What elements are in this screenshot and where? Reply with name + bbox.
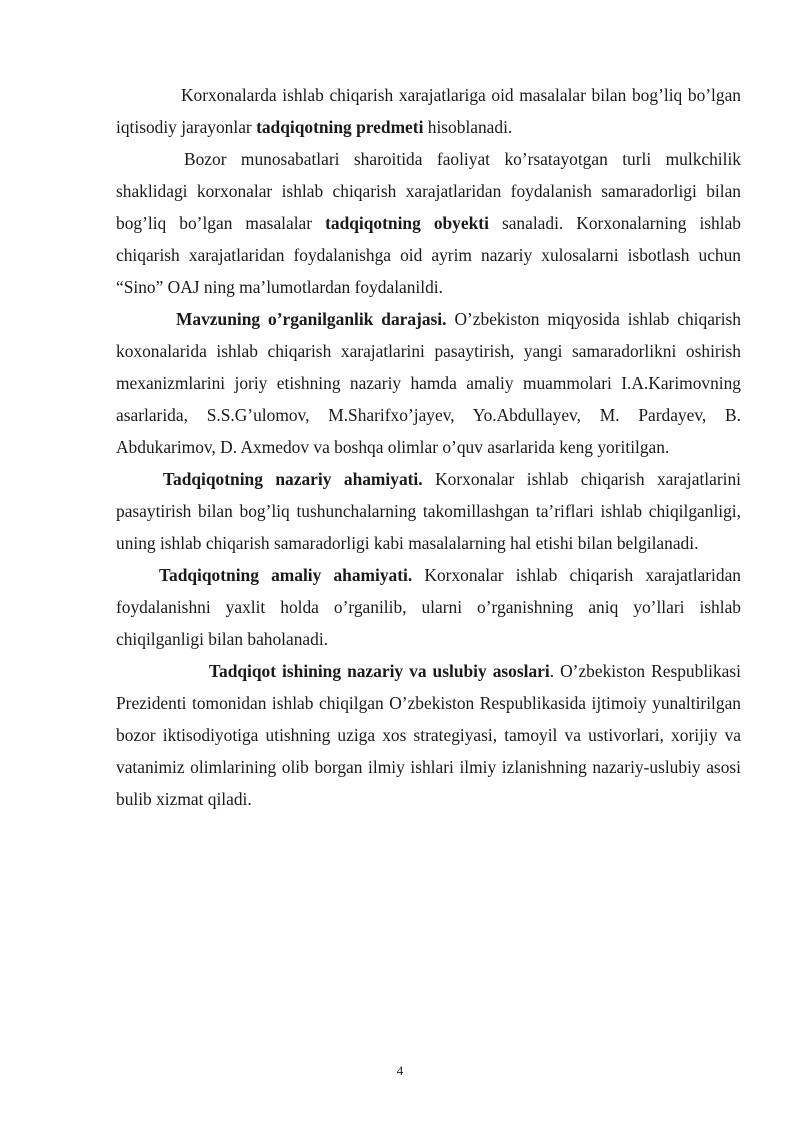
bold-term: tadqiqotning obyekti (325, 213, 489, 233)
paragraph-text: O’zbekiston miqyosida ishlab chiqarish koxonalarida ishlab chiqarish xarajatlarini pasaytirish, yangi samaradorlikni oshirish mexanizmlarini joriy etishning nazariy hamda amaliy muammolari I.A.Karimovning asarlarida, S.S.G’ulomov, M.Sharifxo’jayev, Yo.Abdullayev, M. Pardayev, B. Abdukarimov, D. Axmedov va boshqa olimlar o’quv asarlarida keng yoritilgan. (116, 309, 741, 457)
bold-heading: Tadqiqotning amaliy ahamiyati. (159, 565, 413, 585)
bold-heading: Tadqiqotning nazariy ahamiyati. (163, 469, 423, 489)
page-number: 4 (396, 1063, 404, 1078)
paragraph-theoretical-significance (116, 463, 741, 559)
page-body (116, 79, 741, 815)
paragraph-study-degree (116, 303, 741, 463)
bold-heading: Mavzuning o’rganilganlik darajasi. (176, 309, 447, 329)
paragraph-text: Korxonalar ishlab chiqarish xarajatlarini pasaytirish bilan bog’liq tushunchalarning takomillashgan ta’riflari ishlab chiqilganligi, uning ishlab chiqarish samaradorligi kabi masalalarning hal etishi bilan belgilanadi. (116, 469, 741, 553)
bold-term: tadqiqotning predmeti (256, 117, 424, 137)
paragraph-text: . O’zbekiston Respublikasi Prezidenti tomonidan ishlab chiqilgan O’zbekiston Respublikasida ijtimoiy yunaltirilgan bozor iktisodiyotiga utishning uziga xos strategiyasi, tamoyil va ustivorlari, xorijiy va vatanimiz olimlarining olib borgan ilmiy ishlari ilmiy izlanishning nazariy-uslubiy asosi bulib xizmat qiladi. (116, 661, 741, 809)
paragraph-research-object (116, 143, 741, 303)
paragraph-methodological-basis (116, 655, 741, 815)
paragraph-text: Korxonalar ishlab chiqarish xarajatlaridan foydalanishni yaxlit holda o’rganilib, ularni o’rganishning aniq yo’llari ishlab chiqilganligi bilan baholanadi. (116, 565, 741, 649)
paragraph-practical-significance (116, 559, 741, 655)
paragraph-text: Bozor munosabatlari sharoitida faoliyat ko’rsatayotgan turli mulkchilik shaklidagi korxonalar ishlab chiqarish xarajatlaridan foydalanish samaradorligi bilan bog’liq bo’lgan masalalar (116, 149, 741, 233)
paragraph-text: sanaladi. Korxonalarning ishlab chiqarish xarajatlaridan foydalanishga oid ayrim nazariy xulosalarni isbotlash uchun “Sino” OAJ ning ma’lumotlardan foydalanildi. (116, 213, 741, 297)
bold-heading: Tadqiqot ishining nazariy va uslubiy asoslari (209, 661, 550, 681)
paragraph-text: hisoblanadi. (423, 117, 513, 137)
paragraph-text: Korxonalarda ishlab chiqarish xarajatlariga oid masalalar bilan bog’liq bo’lgan iqtisodiy jarayonlar (116, 85, 741, 137)
paragraph-research-subject (116, 79, 741, 143)
